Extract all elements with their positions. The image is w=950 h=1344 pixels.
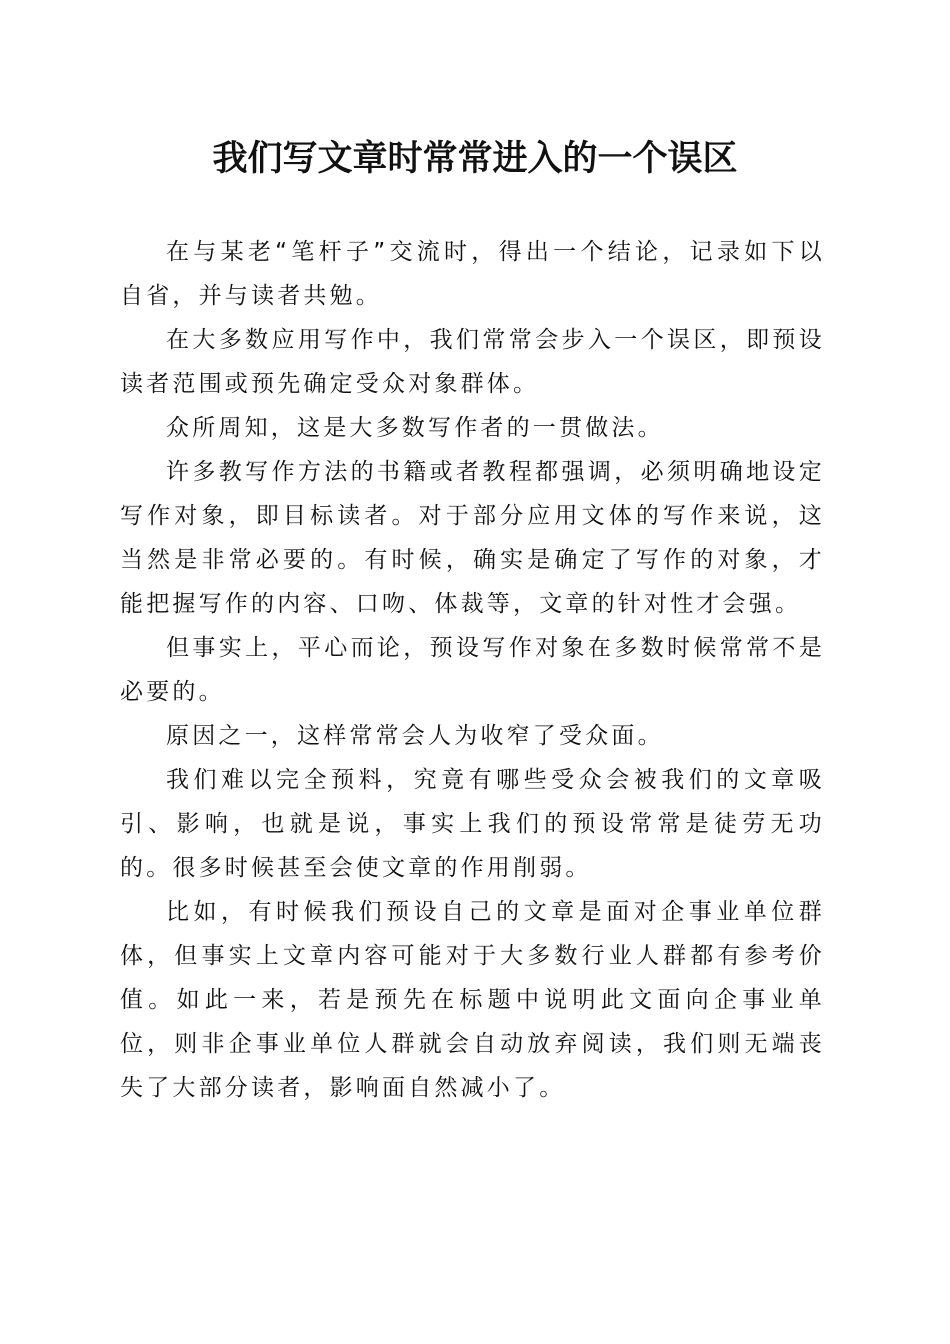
- document-title: 我们写文章时常常进入的一个误区: [212, 138, 738, 179]
- paragraph: 在大多数应用写作中，我们常常会步入一个误区，即预设读者范围或预先确定受众对象群体。: [120, 327, 825, 397]
- paragraph: 但事实上，平心而论，预设写作对象在多数时候常常不是必要的。: [120, 635, 825, 705]
- paragraph: 众所周知，这是大多数写作者的一贯做法。: [166, 415, 664, 441]
- document-body: [120, 230, 825, 1110]
- paragraph: 在与某老“笔杆子”交流时，得出一个结论，记录如下以自省，并与读者共勉。: [120, 239, 825, 309]
- paragraph: 我们难以完全预料，究竟有哪些受众会被我们的文章吸引、影响，也就是说，事实上我们的预设常常是徒劳无功的。很多时候甚至会使文章的作用削弱。: [120, 767, 825, 881]
- paragraph: 比如，有时候我们预设自己的文章是面对企事业单位群体，但事实上文章内容可能对于大多数行业人群都有参考价值。如此一来，若是预先在标题中说明此文面向企事业单位，则非企事业单位人群就会自动放弃阅读，我们则无端丧失了大部分读者，影响面自然减小了。: [120, 899, 825, 1101]
- paragraph: 许多教写作方法的书籍或者教程都强调，必须明确地设定写作对象，即目标读者。对于部分应用文体的写作来说，这当然是非常必要的。有时候，确实是确定了写作的对象，才能把握写作的内容、口吻、体裁等，文章的针对性才会强。: [120, 459, 825, 617]
- paragraph: 原因之一，这样常常会人为收窄了受众面。: [166, 723, 664, 749]
